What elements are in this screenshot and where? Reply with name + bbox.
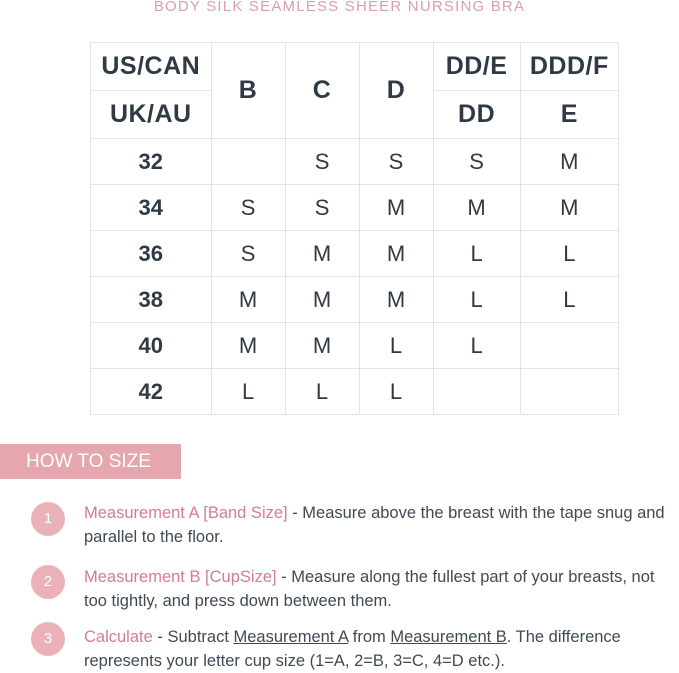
- step-description: - Subtract: [152, 628, 234, 646]
- header-cup-dd-uk: DD: [433, 91, 520, 139]
- size-cell: S: [211, 231, 285, 277]
- size-row: [91, 323, 619, 369]
- step-text: [84, 625, 676, 673]
- step-label: Calculate: [84, 628, 153, 646]
- size-row: [91, 277, 619, 323]
- size-cell: M: [359, 277, 433, 323]
- step-description: from: [348, 628, 391, 646]
- header-cup-b: B: [211, 43, 285, 139]
- product-title: BODY SILK SEAMLESS SHEER NURSING BRA: [153, 0, 526, 15]
- size-row: [91, 139, 619, 185]
- header-cup-c: C: [285, 43, 359, 139]
- step-text: [84, 501, 676, 549]
- size-cell: M: [211, 323, 285, 369]
- size-cell: L: [433, 323, 520, 369]
- step-number-badge: 1: [31, 502, 65, 536]
- size-row: [91, 369, 619, 415]
- size-cell: S: [211, 185, 285, 231]
- size-row: [91, 185, 619, 231]
- size-cell: M: [211, 277, 285, 323]
- measurement-b-ref: Measurement B: [390, 628, 507, 646]
- band-size-cell: 36: [91, 231, 212, 277]
- step-description: - Measure along the fullest part of your breasts, not too tightly, and press down between them.: [84, 568, 655, 610]
- size-cell: L: [433, 277, 520, 323]
- size-cell: M: [359, 185, 433, 231]
- band-size-cell: 32: [91, 139, 212, 185]
- size-cell: L: [520, 277, 618, 323]
- size-row: [91, 231, 619, 277]
- size-cell: L: [285, 369, 359, 415]
- table-header-row-us: [91, 43, 619, 91]
- header-cup-e-uk: E: [520, 91, 618, 139]
- size-cell: L: [520, 231, 618, 277]
- size-cell: [520, 369, 618, 415]
- band-size-cell: 42: [91, 369, 212, 415]
- step-description: - Measure above the breast with the tape snug and parallel to the floor.: [84, 504, 665, 546]
- size-cell: L: [359, 323, 433, 369]
- header-cup-d: D: [359, 43, 433, 139]
- size-cell: [211, 139, 285, 185]
- size-cell: S: [433, 139, 520, 185]
- size-cell: M: [433, 185, 520, 231]
- size-cell: M: [359, 231, 433, 277]
- size-cell: L: [211, 369, 285, 415]
- header-cup-dde: DD/E: [433, 43, 520, 91]
- size-cell: [433, 369, 520, 415]
- step-label: Measurement A [Band Size]: [84, 504, 288, 522]
- header-us-can: US/CAN: [91, 43, 212, 91]
- size-cell: M: [520, 139, 618, 185]
- size-cell: L: [433, 231, 520, 277]
- size-cell: S: [359, 139, 433, 185]
- size-cell: M: [285, 323, 359, 369]
- header-uk-au: UK/AU: [91, 91, 212, 139]
- how-to-size-banner: HOW TO SIZE: [0, 444, 181, 479]
- size-cell: L: [359, 369, 433, 415]
- step-description: . The difference represents your letter cup size (1=A, 2=B, 3=C, 4=D etc.).: [84, 628, 621, 670]
- band-size-cell: 34: [91, 185, 212, 231]
- header-cup-dddf: DDD/F: [520, 43, 618, 91]
- step-number-badge: 2: [31, 565, 65, 599]
- size-cell: S: [285, 185, 359, 231]
- size-cell: M: [285, 277, 359, 323]
- step-label: Measurement B [CupSize]: [84, 568, 277, 586]
- band-size-cell: 40: [91, 323, 212, 369]
- size-chart-table: [90, 42, 619, 415]
- step-text: [84, 565, 676, 613]
- size-cell: S: [285, 139, 359, 185]
- size-cell: [520, 323, 618, 369]
- measurement-a-ref: Measurement A: [233, 628, 349, 646]
- step-number-badge: 3: [31, 622, 65, 656]
- size-cell: M: [520, 185, 618, 231]
- band-size-cell: 38: [91, 277, 212, 323]
- size-cell: M: [285, 231, 359, 277]
